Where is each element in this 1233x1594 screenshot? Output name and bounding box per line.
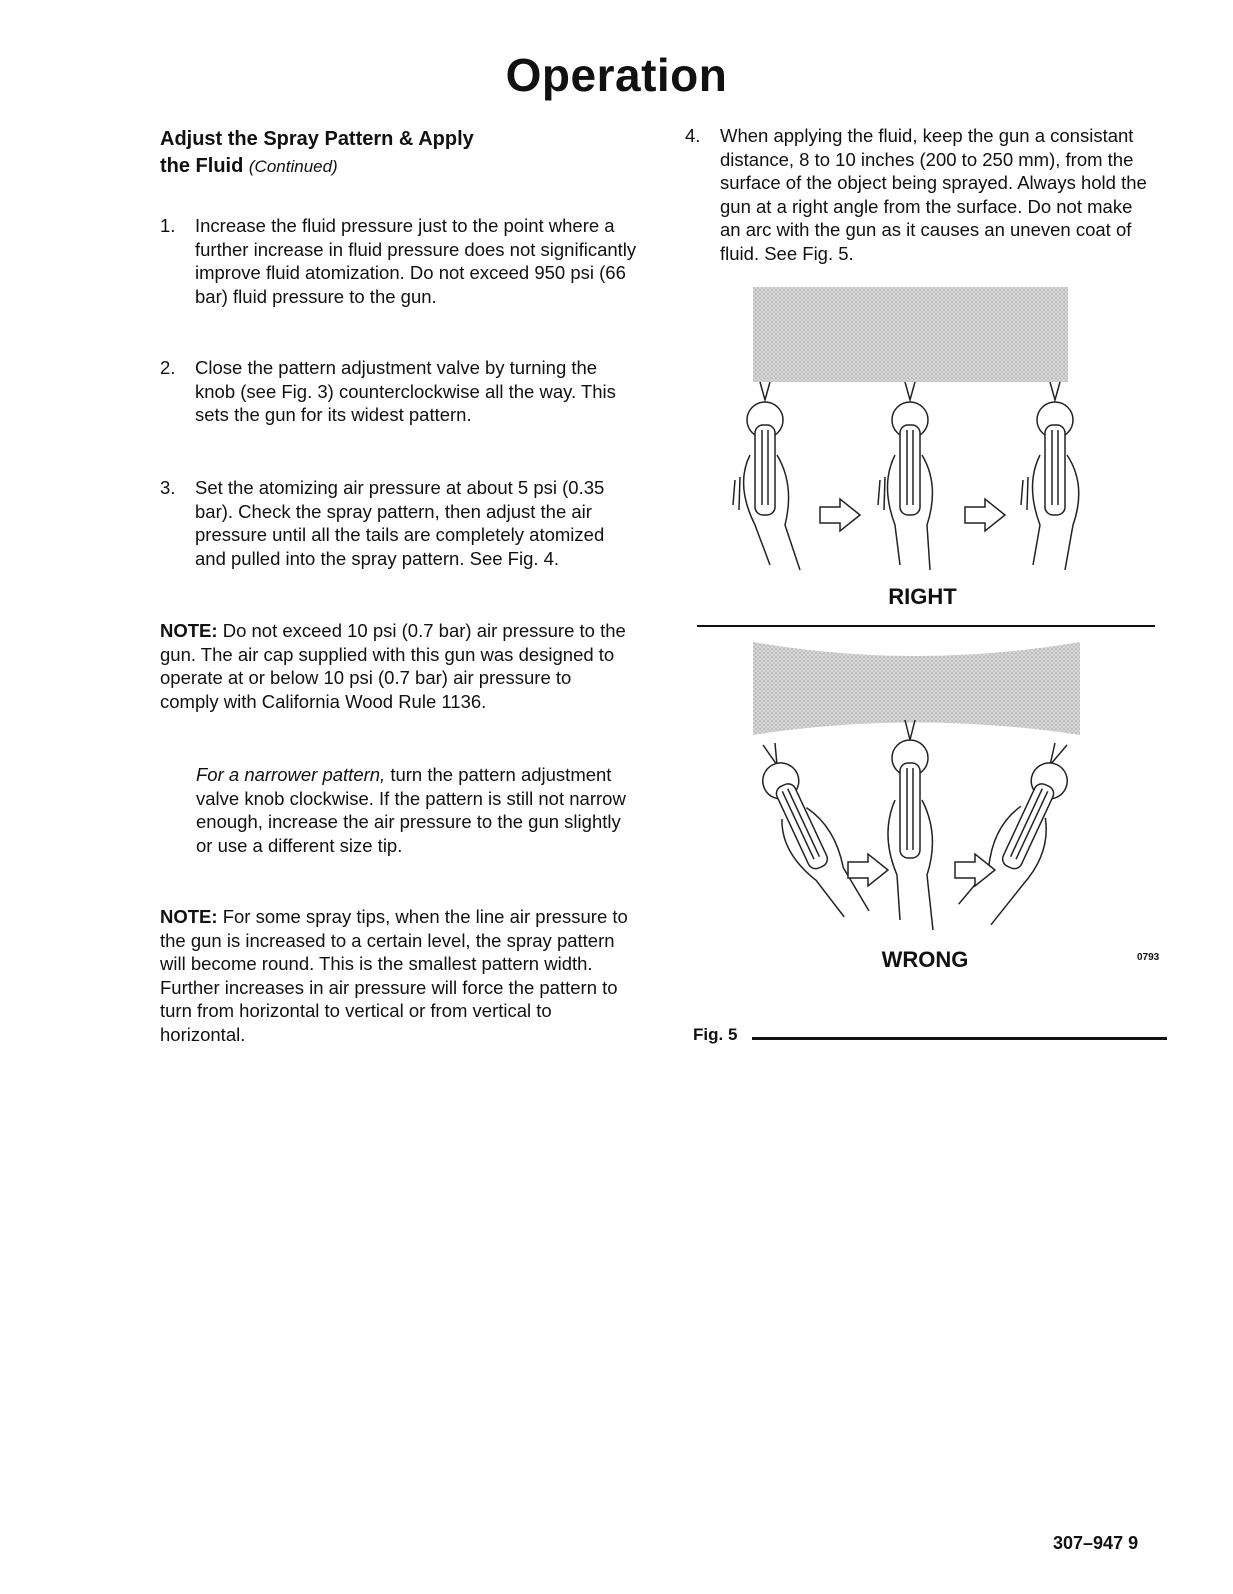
section-heading-line1: Adjust the Spray Pattern & Apply	[160, 128, 474, 150]
arrow-right-icon	[955, 854, 995, 886]
figure-right-label: RIGHT	[888, 584, 957, 609]
note-spray-tips	[160, 905, 632, 1046]
narrow-pattern-lead: For a narrower pattern,	[196, 764, 386, 785]
note-text: Do not exceed 10 psi (0.7 bar) air pressure to the gun. The air cap supplied with this gun was designed to operate at or below 10 psi (0.7 bar) air pressure to comply with California Wood Rule 1136.	[160, 620, 626, 712]
note-text: For some spray tips, when the line air pressure to the gun is increased to a certain level, the spray pattern will become round. This is the smallest pattern width. Further increases in air pressure will force the pattern to turn from horizontal to vertical or from vertical to horizontal.	[160, 906, 628, 1045]
step-number: 4.	[685, 125, 701, 146]
step-2	[160, 356, 640, 427]
step-number: 2.	[160, 357, 176, 378]
figure-wrong-label: WRONG	[881, 947, 969, 972]
step-1	[160, 214, 640, 308]
figure-caption-rule	[752, 1037, 1167, 1040]
narrow-pattern-text: turn the pattern adjustment valve knob clockwise. If the pattern is still not narrow enough, increase the air pressure to the gun slightly or use a different size tip.	[196, 764, 626, 856]
step-4	[685, 124, 1155, 265]
page-title: Operation	[505, 49, 728, 101]
figure-code: 0793	[1137, 952, 1160, 963]
step-text: Increase the fluid pressure just to the point where a further increase in fluid pressure does not significantly improve fluid atomization. Do not exceed 950 psi (66 bar) fluid pressure to the gun.	[195, 215, 637, 307]
step-number: 3.	[160, 477, 176, 498]
arrow-right-icon	[820, 499, 860, 531]
section-heading-line2: the Fluid	[160, 155, 244, 177]
note-label: NOTE:	[160, 620, 218, 641]
spray-gun-icon	[878, 402, 932, 570]
spray-gun-icon	[957, 752, 1080, 932]
section-continued: (Continued)	[248, 157, 338, 176]
figure-wrong-illustration	[715, 640, 1115, 950]
note-label: NOTE:	[160, 906, 218, 927]
narrow-pattern-paragraph	[196, 763, 626, 857]
note-air-pressure	[160, 619, 635, 713]
page-number: 307–947 9	[1053, 1533, 1139, 1553]
spray-gun-icon	[754, 754, 869, 930]
figure-caption: Fig. 5	[693, 1025, 738, 1044]
spray-gun-icon	[733, 402, 800, 570]
left-column	[160, 126, 640, 180]
spray-area	[753, 642, 1080, 735]
arrow-right-icon	[965, 499, 1005, 531]
figure-divider	[697, 625, 1155, 627]
step-3	[160, 476, 640, 570]
step-text: Close the pattern adjustment valve by turning the knob (see Fig. 3) counterclockwise all the way. This sets the gun for its widest pattern.	[195, 357, 616, 425]
step-text: Set the atomizing air pressure at about 5 psi (0.35 bar). Check the spray pattern, then adjust the air pressure until all the tails are completely atomized and pulled into the spray pattern. See Fig. 4.	[195, 477, 605, 569]
step-text: When applying the fluid, keep the gun a consistant distance, 8 to 10 inches (200 to 250 mm), from the surface of the object being sprayed. Always hold the gun at a right angle from the surface. Do not make an arc with the gun as it causes an uneven coat of fluid. See Fig. 5.	[720, 125, 1147, 264]
section-heading	[160, 126, 640, 180]
spray-area	[753, 287, 1068, 382]
spray-gun-icon	[888, 740, 933, 930]
spray-gun-icon	[1021, 402, 1079, 570]
step-number: 1.	[160, 215, 176, 236]
arrow-right-icon	[848, 854, 888, 886]
figure-right-illustration	[715, 285, 1115, 585]
